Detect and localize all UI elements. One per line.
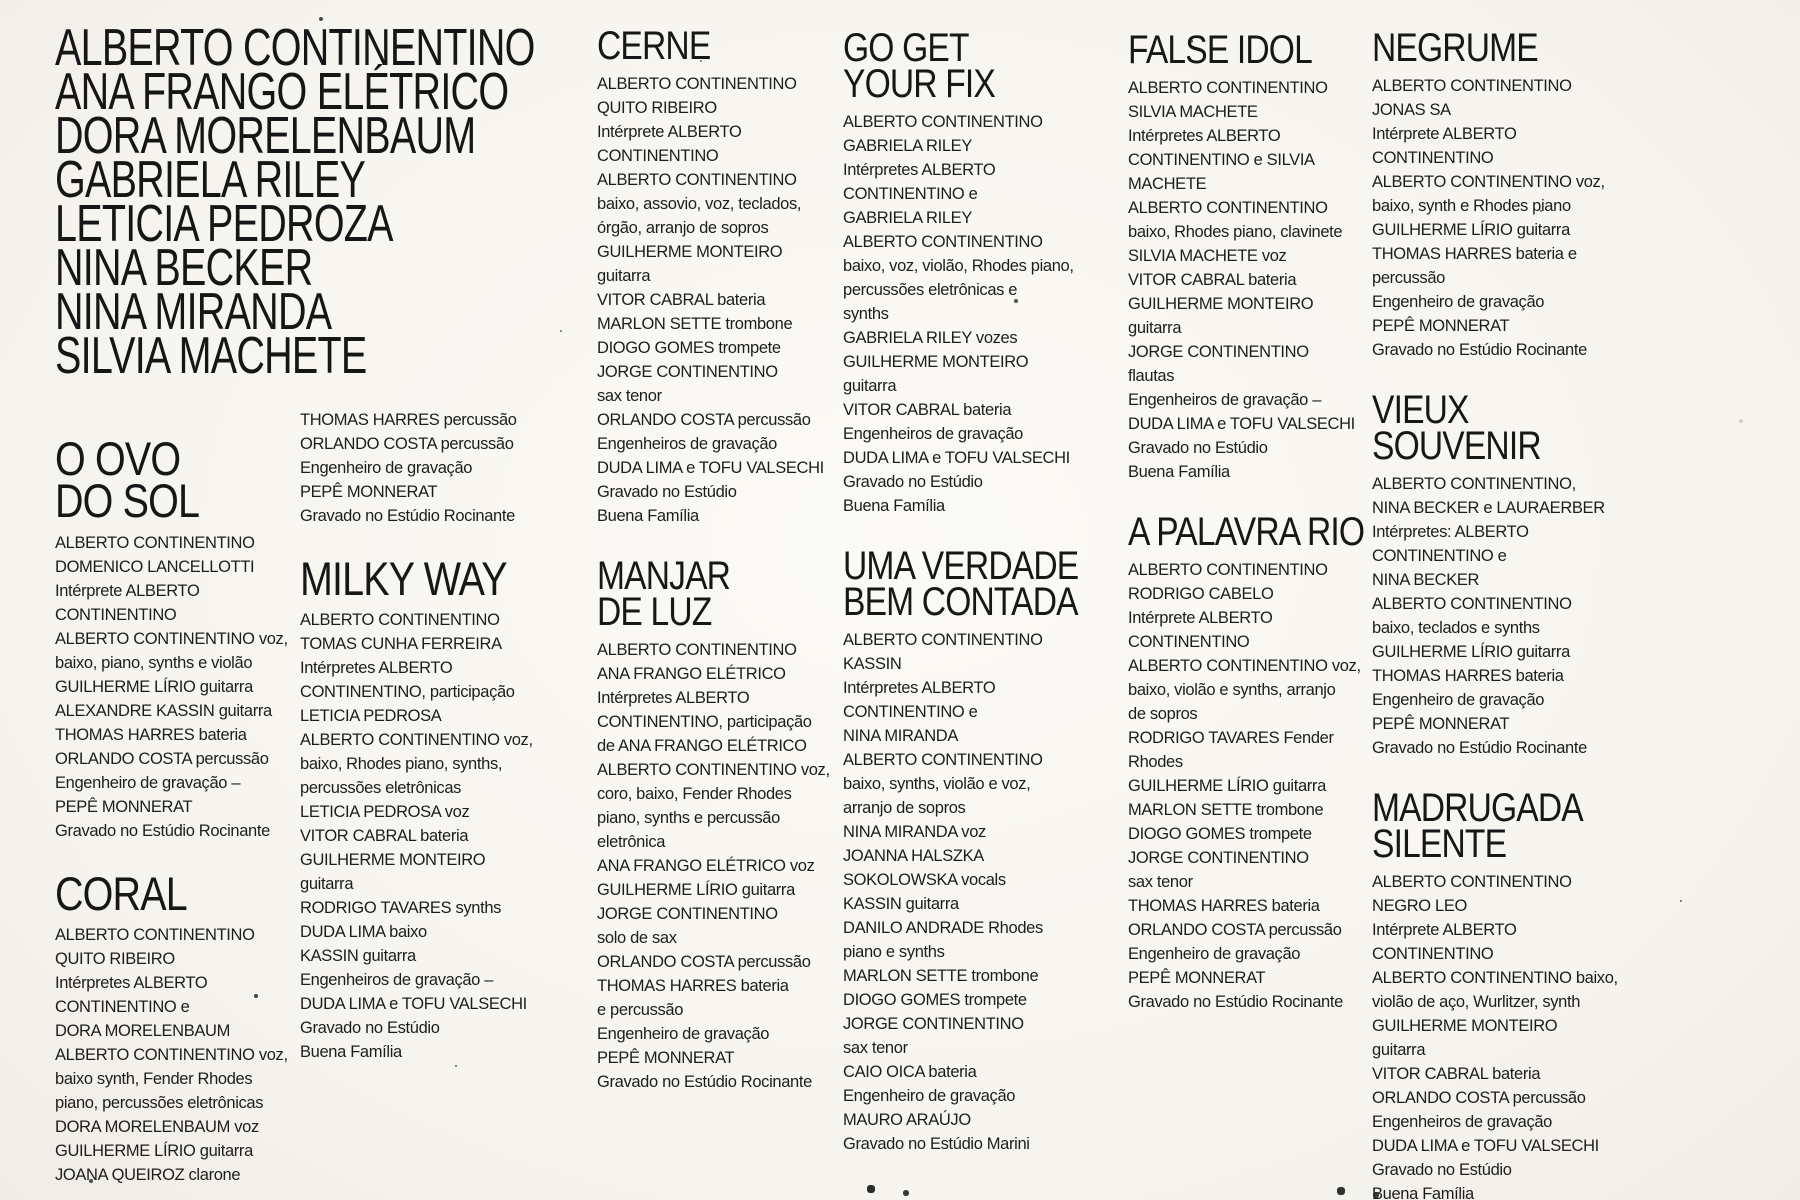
credit-line: PEPÊ MONNERAT bbox=[1128, 969, 1266, 987]
credit-line: CONTINENTINO, participação bbox=[300, 683, 515, 702]
credit-line: NEGRO LEO bbox=[1372, 897, 1467, 915]
credit-line: RODRIGO TAVARES synths bbox=[300, 899, 502, 918]
credit-line: ALBERTO CONTINENTINO, bbox=[1372, 475, 1576, 493]
credit-line: LETICIA PEDROSA voz bbox=[300, 803, 470, 822]
credit-line: ALBERTO CONTINENTINO baixo, bbox=[1372, 969, 1618, 987]
credit-line: baixo, assovio, voz, teclados, bbox=[597, 195, 802, 213]
credit-line: ALBERTO CONTINENTINO bbox=[1128, 79, 1328, 97]
track-credits-vieux-souvenir bbox=[1372, 388, 1605, 760]
credit-line: Gravado no Estúdio Rocinante bbox=[1372, 341, 1587, 359]
credit-line: Gravado no Estúdio Marini bbox=[843, 1135, 1030, 1153]
track-title-line: A PALAVRA RIO bbox=[1128, 510, 1365, 554]
credit-line: JORGE CONTINENTINO bbox=[597, 363, 778, 381]
track-credits-cerne bbox=[597, 24, 852, 528]
credit-line: ALBERTO CONTINENTINO voz, bbox=[55, 1045, 288, 1064]
credit-line: CONTINENTINO e bbox=[55, 997, 190, 1016]
track-title-line: GO GET bbox=[843, 26, 969, 70]
credit-line: Engenheiros de gravação bbox=[1372, 1113, 1553, 1131]
credit-line: DORA MORELENBAUM bbox=[55, 1021, 231, 1040]
track-title-line: SOUVENIR bbox=[1372, 424, 1541, 468]
track-credits-milky-way bbox=[300, 552, 550, 1064]
headline-name: ALBERTO CONTINENTINO bbox=[55, 19, 535, 77]
credit-line: CONTINENTINO bbox=[1372, 149, 1494, 167]
track-title-line: O OVO bbox=[55, 432, 181, 485]
credit-line: KASSIN guitarra bbox=[843, 895, 959, 913]
credit-line: ANA FRANGO ELÉTRICO voz bbox=[597, 857, 815, 875]
credit-line: Engenheiros de gravação bbox=[597, 435, 778, 453]
track-title-line: DO SOL bbox=[55, 474, 200, 528]
credit-line: JOANA QUEIROZ clarone bbox=[55, 1165, 241, 1184]
credit-line: PEPÊ MONNERAT bbox=[1372, 715, 1510, 733]
credit-line: ALBERTO CONTINENTINO bbox=[843, 751, 1043, 769]
credit-line: CONTINENTINO bbox=[597, 147, 719, 165]
track-credits-uma-verdade-bem-contada bbox=[843, 544, 1088, 1156]
credit-line: THOMAS HARRES bateria bbox=[597, 977, 789, 995]
track-title bbox=[300, 552, 510, 605]
credit-line: arranjo de sopros bbox=[843, 799, 966, 817]
credit-line: GUILHERME MONTEIRO bbox=[1128, 295, 1314, 313]
credit-line: CONTINENTINO bbox=[55, 605, 177, 624]
headline-name: NINA BECKER bbox=[55, 239, 313, 297]
credit-line: Gravado no Estúdio bbox=[1372, 1161, 1512, 1179]
credit-line: NINA BECKER e LAURAERBER bbox=[1372, 499, 1605, 517]
credit-line: PEPÊ MONNERAT bbox=[597, 1049, 735, 1067]
track-title-line: DE LUZ bbox=[597, 590, 712, 634]
credit-line: Rhodes bbox=[1128, 753, 1183, 771]
credit-line: Gravado no Estúdio Rocinante bbox=[597, 1073, 812, 1091]
track-title bbox=[1372, 388, 1565, 468]
track-title-line: NEGRUME bbox=[1372, 26, 1538, 70]
credit-line: sax tenor bbox=[1128, 873, 1193, 891]
credit-line: ALBERTO CONTINENTINO voz, bbox=[597, 761, 830, 779]
headline-name: GABRIELA RILEY bbox=[55, 151, 366, 209]
credit-line: CAIO OICA bateria bbox=[843, 1063, 977, 1081]
credit-line: THOMAS HARRES bateria bbox=[55, 725, 247, 744]
credit-line: ALBERTO CONTINENTINO bbox=[597, 641, 797, 659]
credit-line: Engenheiro de gravação – bbox=[55, 773, 241, 792]
credit-line: Engenheiros de gravação – bbox=[1128, 391, 1322, 409]
track-title-line: MANJAR bbox=[597, 554, 731, 598]
track-title-line: FALSE IDOL bbox=[1128, 28, 1312, 72]
credit-line: e percussão bbox=[597, 1001, 684, 1019]
credit-line: Engenheiro de gravação bbox=[1128, 945, 1301, 963]
credit-line: ALBERTO CONTINENTINO bbox=[597, 75, 797, 93]
credit-line: flautas bbox=[1128, 367, 1175, 385]
credit-line: baixo synth, Fender Rhodes bbox=[55, 1069, 253, 1088]
track-title-line: CORAL bbox=[55, 866, 187, 920]
credit-line: sax tenor bbox=[597, 387, 662, 405]
credit-line: DUDA LIMA e TOFU VALSECHI bbox=[300, 995, 527, 1014]
credit-line: DIOGO GOMES trompete bbox=[597, 339, 781, 357]
credit-line: órgão, arranjo de sopros bbox=[597, 219, 769, 237]
credit-line: JORGE CONTINENTINO bbox=[1128, 343, 1309, 361]
credit-line: ALBERTO CONTINENTINO bbox=[1372, 873, 1572, 891]
credit-line: baixo, synth e Rhodes piano bbox=[1372, 197, 1571, 215]
credit-line: synths bbox=[843, 305, 889, 323]
credit-line: piano, synths e percussão bbox=[597, 809, 780, 827]
credit-line: Buena Família bbox=[843, 497, 945, 515]
credit-line: Engenheiros de gravação – bbox=[300, 971, 494, 990]
credit-line: JORGE CONTINENTINO bbox=[843, 1015, 1024, 1033]
track-title-line: VIEUX bbox=[1372, 388, 1469, 432]
credit-line: CONTINENTINO, participação bbox=[597, 713, 812, 731]
track-title bbox=[843, 26, 1049, 106]
credit-line: Intérpretes: ALBERTO bbox=[1372, 523, 1529, 541]
credit-line: ALBERTO CONTINENTINO bbox=[597, 171, 797, 189]
credit-line: baixo, synths, violão e voz, bbox=[843, 775, 1031, 793]
credit-line: ORLANDO COSTA percussão bbox=[597, 411, 811, 429]
credit-line: KASSIN guitarra bbox=[300, 947, 416, 966]
track-title-line: MADRUGADA bbox=[1372, 786, 1583, 830]
credit-line: Buena Família bbox=[1372, 1185, 1474, 1200]
credit-line: GUILHERME LÍRIO guitarra bbox=[1372, 221, 1570, 239]
credit-line: QUITO RIBEIRO bbox=[597, 99, 717, 117]
credit-line: Intérprete ALBERTO bbox=[597, 123, 742, 141]
track-title bbox=[1128, 28, 1334, 72]
credit-line: DUDA LIMA e TOFU VALSECHI bbox=[597, 459, 824, 477]
credit-line: DUDA LIMA e TOFU VALSECHI bbox=[843, 449, 1070, 467]
credit-line: Intérprete ALBERTO bbox=[55, 581, 200, 600]
credit-line: Engenheiro de gravação bbox=[843, 1087, 1016, 1105]
credit-line: GUILHERME MONTEIRO bbox=[1372, 1017, 1558, 1035]
credit-line: coro, baixo, Fender Rhodes bbox=[597, 785, 792, 803]
credit-line: QUITO RIBEIRO bbox=[55, 949, 175, 968]
credit-line: MAURO ARAÚJO bbox=[843, 1111, 971, 1129]
credit-line: guitarra bbox=[843, 377, 897, 395]
credit-line: Intérpretes ALBERTO bbox=[843, 679, 996, 697]
credit-line: Gravado no Estúdio bbox=[597, 483, 737, 501]
credit-line: ALBERTO CONTINENTINO bbox=[843, 631, 1043, 649]
credit-line: JORGE CONTINENTINO bbox=[1128, 849, 1309, 867]
credit-line: DIOGO GOMES trompete bbox=[1128, 825, 1312, 843]
credits-column-3 bbox=[597, 24, 852, 1124]
credit-line: NINA BECKER bbox=[1372, 571, 1480, 589]
credit-line: GUILHERME MONTEIRO bbox=[597, 243, 783, 261]
track-credits-madrugada-silente bbox=[1372, 786, 1618, 1200]
credit-line: CONTINENTINO e SILVIA bbox=[1128, 151, 1315, 169]
credit-line: MARLON SETTE trombone bbox=[597, 315, 793, 333]
credit-line: de ANA FRANGO ELÉTRICO bbox=[597, 737, 807, 755]
credit-line: ALBERTO CONTINENTINO bbox=[55, 925, 255, 944]
credits-column-5 bbox=[1128, 28, 1373, 1044]
credit-line: GUILHERME LÍRIO guitarra bbox=[55, 1141, 253, 1160]
credit-line: Gravado no Estúdio Rocinante bbox=[55, 821, 270, 840]
credit-line: CONTINENTINO bbox=[1372, 945, 1494, 963]
credit-line: MACHETE bbox=[1128, 175, 1207, 193]
credit-line: ALBERTO CONTINENTINO bbox=[1372, 595, 1572, 613]
track-title-line: MILKY WAY bbox=[300, 552, 507, 605]
credit-line: guitarra bbox=[1372, 1041, 1426, 1059]
credit-line: ALBERTO CONTINENTINO voz, bbox=[1128, 657, 1361, 675]
track-title bbox=[55, 432, 265, 528]
credit-line: Engenheiro de gravação bbox=[1372, 691, 1545, 709]
credit-line: JORGE CONTINENTINO bbox=[597, 905, 778, 923]
credit-line: MARLON SETTE trombone bbox=[1128, 801, 1324, 819]
credit-line: VITOR CABRAL bateria bbox=[597, 291, 766, 309]
track-credits-coral-continuation bbox=[300, 408, 550, 528]
credit-line: guitarra bbox=[1128, 319, 1182, 337]
credit-line: SILVIA MACHETE voz bbox=[1128, 247, 1287, 265]
track-credits-a-palavra-rio bbox=[1128, 510, 1373, 1014]
credit-line: PEPÊ MONNERAT bbox=[300, 483, 438, 501]
credit-line: Intérpretes ALBERTO bbox=[597, 689, 750, 707]
credit-line: guitarra bbox=[597, 267, 651, 285]
credit-line: ALEXANDRE KASSIN guitarra bbox=[55, 701, 272, 720]
credits-column-1 bbox=[55, 432, 305, 1200]
credit-line: baixo, Rhodes piano, clavinete bbox=[1128, 223, 1343, 241]
credit-line: GABRIELA RILEY bbox=[843, 209, 972, 227]
credit-line: Intérprete ALBERTO bbox=[1372, 125, 1517, 143]
credit-line: ALBERTO CONTINENTINO bbox=[1128, 561, 1328, 579]
credit-line: ALBERTO CONTINENTINO voz, bbox=[55, 629, 288, 648]
credit-line: LETICIA PEDROSA bbox=[300, 707, 442, 726]
credit-line: VITOR CABRAL bateria bbox=[1372, 1065, 1541, 1083]
track-title-line: CERNE bbox=[597, 24, 711, 68]
track-title bbox=[55, 866, 265, 920]
credit-line: piano e synths bbox=[843, 943, 945, 961]
credit-line: CONTINENTINO bbox=[1128, 633, 1250, 651]
track-credits-manjar-de-luz bbox=[597, 554, 852, 1094]
credit-line: de sopros bbox=[1128, 705, 1198, 723]
headline-name: DORA MORELENBAUM bbox=[55, 107, 476, 165]
track-credits-go-get-your-fix bbox=[843, 26, 1088, 518]
credit-line: GUILHERME LÍRIO guitarra bbox=[55, 677, 253, 696]
credits-column-4 bbox=[843, 26, 1088, 1186]
credit-line: baixo, piano, synths e violão bbox=[55, 653, 253, 672]
credit-line: baixo, Rhodes piano, synths, bbox=[300, 755, 503, 774]
credit-line: GUILHERME LÍRIO guitarra bbox=[1128, 777, 1326, 795]
credit-line: Intérpretes ALBERTO bbox=[300, 659, 453, 678]
credit-line: Buena Família bbox=[1128, 463, 1230, 481]
credit-line: THOMAS HARRES percussão bbox=[300, 411, 517, 429]
credit-line: Engenheiro de gravação bbox=[300, 459, 473, 477]
credit-line: NINA MIRANDA voz bbox=[843, 823, 986, 841]
credits-column-6 bbox=[1372, 26, 1618, 1200]
track-title bbox=[843, 544, 1079, 624]
credit-line: CONTINENTINO e bbox=[1372, 547, 1507, 565]
credit-line: percussão bbox=[1372, 269, 1445, 287]
credit-line: JONAS SA bbox=[1372, 101, 1451, 119]
credit-line: VITOR CABRAL bateria bbox=[300, 827, 469, 846]
credit-line: Gravado no Estúdio Rocinante bbox=[1128, 993, 1343, 1011]
credit-line: NINA MIRANDA bbox=[843, 727, 958, 745]
credit-line: PEPÊ MONNERAT bbox=[55, 797, 193, 816]
credit-line: ALBERTO CONTINENTINO voz, bbox=[300, 731, 533, 750]
headline-name: LETICIA PEDROZA bbox=[55, 195, 393, 253]
credit-line: DORA MORELENBAUM voz bbox=[55, 1117, 259, 1136]
credit-line: TOMAS CUNHA FERREIRA bbox=[300, 635, 502, 654]
credit-line: Intérpretes ALBERTO bbox=[55, 973, 208, 992]
credit-line: DOMENICO LANCELLOTTI bbox=[55, 557, 255, 576]
credit-line: sax tenor bbox=[843, 1039, 908, 1057]
credit-line: solo de sax bbox=[597, 929, 677, 947]
credit-line: Intérprete ALBERTO bbox=[1128, 609, 1273, 627]
track-title-line: SILENTE bbox=[1372, 822, 1507, 866]
credit-line: violão de aço, Wurlitzer, synth bbox=[1372, 993, 1581, 1011]
headline-artist-names bbox=[55, 19, 535, 385]
credit-line: Engenheiro de gravação bbox=[1372, 293, 1545, 311]
track-credits-false-idol bbox=[1128, 28, 1373, 484]
credit-line: percussões eletrônicas e bbox=[843, 281, 1018, 299]
credit-line: CONTINENTINO e bbox=[843, 703, 978, 721]
credit-line: piano, percussões eletrônicas bbox=[55, 1093, 264, 1112]
credit-line: RODRIGO TAVARES Fender bbox=[1128, 729, 1334, 747]
credit-line: Gravado no Estúdio bbox=[300, 1019, 440, 1038]
credit-line: GUILHERME MONTEIRO bbox=[843, 353, 1029, 371]
credit-line: ANA FRANGO ELÉTRICO bbox=[597, 665, 786, 683]
headline-name: SILVIA MACHETE bbox=[55, 327, 367, 385]
headline-name: ANA FRANGO ELÉTRICO bbox=[55, 63, 509, 121]
track-title bbox=[1128, 510, 1365, 554]
credit-line: THOMAS HARRES bateria bbox=[1372, 667, 1564, 685]
credit-line: guitarra bbox=[300, 875, 354, 894]
credit-line: Engenheiro de gravação bbox=[597, 1025, 770, 1043]
credit-line: THOMAS HARRES bateria bbox=[1128, 897, 1320, 915]
credit-line: DUDA LIMA e TOFU VALSECHI bbox=[1128, 415, 1355, 433]
credit-line: ORLANDO COSTA percussão bbox=[1372, 1089, 1586, 1107]
credit-line: CONTINENTINO e bbox=[843, 185, 978, 203]
credit-line: KASSIN bbox=[843, 655, 902, 673]
credit-line: PEPÊ MONNERAT bbox=[1372, 317, 1510, 335]
credit-line: ALBERTO CONTINENTINO bbox=[1372, 77, 1572, 95]
credit-line: DANILO ANDRADE Rhodes bbox=[843, 919, 1043, 937]
credit-line: Gravado no Estúdio bbox=[843, 473, 983, 491]
credit-line: GUILHERME LÍRIO guitarra bbox=[597, 881, 795, 899]
track-credits-coral bbox=[55, 866, 305, 1187]
credit-line: JOANNA HALSZKA bbox=[843, 847, 984, 865]
credit-line: GUILHERME MONTEIRO bbox=[300, 851, 486, 870]
credit-line: Buena Família bbox=[300, 1043, 402, 1062]
credit-line: baixo, voz, violão, Rhodes piano, bbox=[843, 257, 1074, 275]
credit-line: VITOR CABRAL bateria bbox=[843, 401, 1012, 419]
track-title bbox=[1372, 786, 1583, 866]
track-credits-negrume bbox=[1372, 26, 1605, 362]
credit-line: MARLON SETTE trombone bbox=[843, 967, 1039, 985]
headline-name: NINA MIRANDA bbox=[55, 283, 332, 341]
credit-line: Engenheiros de gravação bbox=[843, 425, 1024, 443]
credit-line: Intérprete ALBERTO bbox=[1372, 921, 1517, 939]
credit-line: THOMAS HARRES bateria e bbox=[1372, 245, 1577, 263]
credit-line: DUDA LIMA baixo bbox=[300, 923, 427, 942]
credit-line: ALBERTO CONTINENTINO bbox=[843, 233, 1043, 251]
credit-line: Gravado no Estúdio Rocinante bbox=[300, 507, 515, 525]
credit-line: Intérpretes ALBERTO bbox=[1128, 127, 1281, 145]
credit-line: ORLANDO COSTA percussão bbox=[597, 953, 811, 971]
credit-line: ORLANDO COSTA percussão bbox=[55, 749, 269, 768]
credit-line: GABRIELA RILEY vozes bbox=[843, 329, 1018, 347]
track-title-line: BEM CONTADA bbox=[843, 580, 1078, 624]
credit-line: ALBERTO CONTINENTINO bbox=[1128, 199, 1328, 217]
credits-column-2 bbox=[300, 408, 550, 1094]
credit-line: ORLANDO COSTA percussão bbox=[300, 435, 514, 453]
credit-line: RODRIGO CABELO bbox=[1128, 585, 1274, 603]
credit-line: VITOR CABRAL bateria bbox=[1128, 271, 1297, 289]
credit-line: ALBERTO CONTINENTINO bbox=[843, 113, 1043, 131]
scan-speckles bbox=[0, 0, 2, 2]
track-credits-o-ovo-do-sol bbox=[55, 432, 305, 843]
track-title-line: YOUR FIX bbox=[843, 62, 995, 106]
credit-line: Gravado no Estúdio Rocinante bbox=[1372, 739, 1587, 757]
credit-line: GUILHERME LÍRIO guitarra bbox=[1372, 643, 1570, 661]
credit-line: Intérpretes ALBERTO bbox=[843, 161, 996, 179]
credit-line: GABRIELA RILEY bbox=[843, 137, 972, 155]
credit-line: ALBERTO CONTINENTINO bbox=[300, 611, 500, 630]
credit-line: Gravado no Estúdio bbox=[1128, 439, 1268, 457]
credit-line: eletrônica bbox=[597, 833, 666, 851]
credit-line: ALBERTO CONTINENTINO voz, bbox=[1372, 173, 1605, 191]
credit-line: SOKOLOWSKA vocals bbox=[843, 871, 1006, 889]
credit-line: DIOGO GOMES trompete bbox=[843, 991, 1027, 1009]
credit-line: baixo, violão e synths, arranjo bbox=[1128, 681, 1336, 699]
credit-line: ORLANDO COSTA percussão bbox=[1128, 921, 1342, 939]
credit-line: DUDA LIMA e TOFU VALSECHI bbox=[1372, 1137, 1599, 1155]
track-title bbox=[597, 24, 811, 68]
credit-line: SILVIA MACHETE bbox=[1128, 103, 1258, 121]
credit-line: baixo, teclados e synths bbox=[1372, 619, 1540, 637]
credit-line: Buena Família bbox=[597, 507, 699, 525]
track-title bbox=[1372, 26, 1565, 70]
credit-line: percussões eletrônicas bbox=[300, 779, 462, 798]
track-title-line: UMA VERDADE bbox=[843, 544, 1079, 588]
credit-line: ALBERTO CONTINENTINO bbox=[55, 533, 255, 552]
track-title bbox=[597, 554, 811, 634]
